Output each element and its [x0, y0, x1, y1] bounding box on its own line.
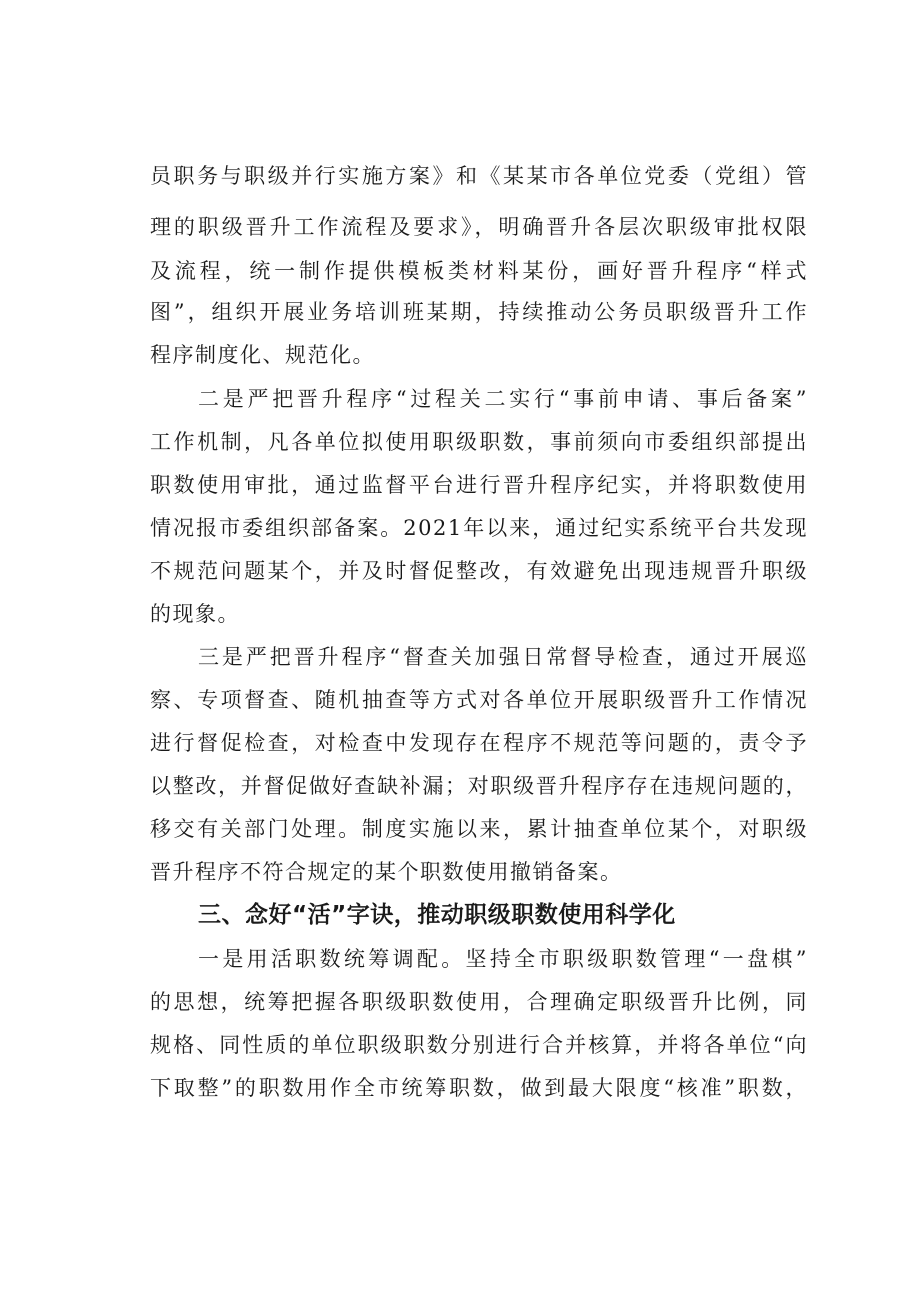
- body-line: 理的职级晋升工作流程及要求》，明确晋升各层次职级审批权限: [150, 215, 808, 239]
- body-line: 以整改，并督促做好查缺补漏；对职级晋升程序存在违规问题的，: [150, 774, 808, 798]
- body-line: 图”，组织开展业务培训班某期，持续推动公务员职级晋升工作: [150, 300, 808, 324]
- body-line: 进行督促检查，对检查中发现存在程序不规范等问题的，责令予: [150, 731, 808, 755]
- body-line: 员职务与职级并行实施方案》和《某某市各单位党委（党组）管: [150, 164, 808, 188]
- body-line: 的思想，统筹把握各职级职数使用，合理确定职级晋升比例，同: [150, 990, 808, 1014]
- body-line: 情况报市委组织部备案。2021年以来，通过纪实系统平台共发现: [150, 516, 808, 540]
- body-line: 不规范问题某个，并及时督促整改，有效避免出现违规晋升职级: [150, 559, 808, 583]
- body-line: 及流程，统一制作提供模板类材料某份，画好晋升程序“样式: [150, 259, 808, 283]
- section-heading: 三、念好“活”字诀，推动职级职数使用科学化: [198, 902, 676, 928]
- body-line: 移交有关部门处理。制度实施以来，累计抽查单位某个，对职级: [150, 817, 808, 841]
- paragraph-first-line: 三是严把晋升程序“督查关加强日常督导检查，通过开展巡: [198, 645, 808, 669]
- paragraph-first-line: 二是严把晋升程序“过程关二实行“事前申请、事后备案”: [198, 387, 808, 411]
- body-line: 察、专项督查、随机抽查等方式对各单位开展职级晋升工作情况: [150, 688, 808, 712]
- paragraph-first-line: 一是用活职数统筹调配。坚持全市职级职数管理“一盘棋”: [198, 947, 808, 971]
- body-line: 工作机制，凡各单位拟使用职级职数，事前须向市委组织部提出: [150, 430, 808, 454]
- body-line: 规格、同性质的单位职级职数分别进行合并核算，并将各单位“向: [150, 1033, 808, 1057]
- body-line: 晋升程序不符合规定的某个职数使用撤销备案。: [150, 860, 623, 884]
- body-line: 程序制度化、规范化。: [150, 343, 375, 367]
- body-line: 下取整”的职数用作全市统筹职数，做到最大限度“核准”职数，: [150, 1076, 808, 1100]
- body-line: 的现象。: [150, 602, 240, 626]
- body-line: 职数使用审批，通过监督平台进行晋升程序纪实，并将职数使用: [150, 473, 808, 497]
